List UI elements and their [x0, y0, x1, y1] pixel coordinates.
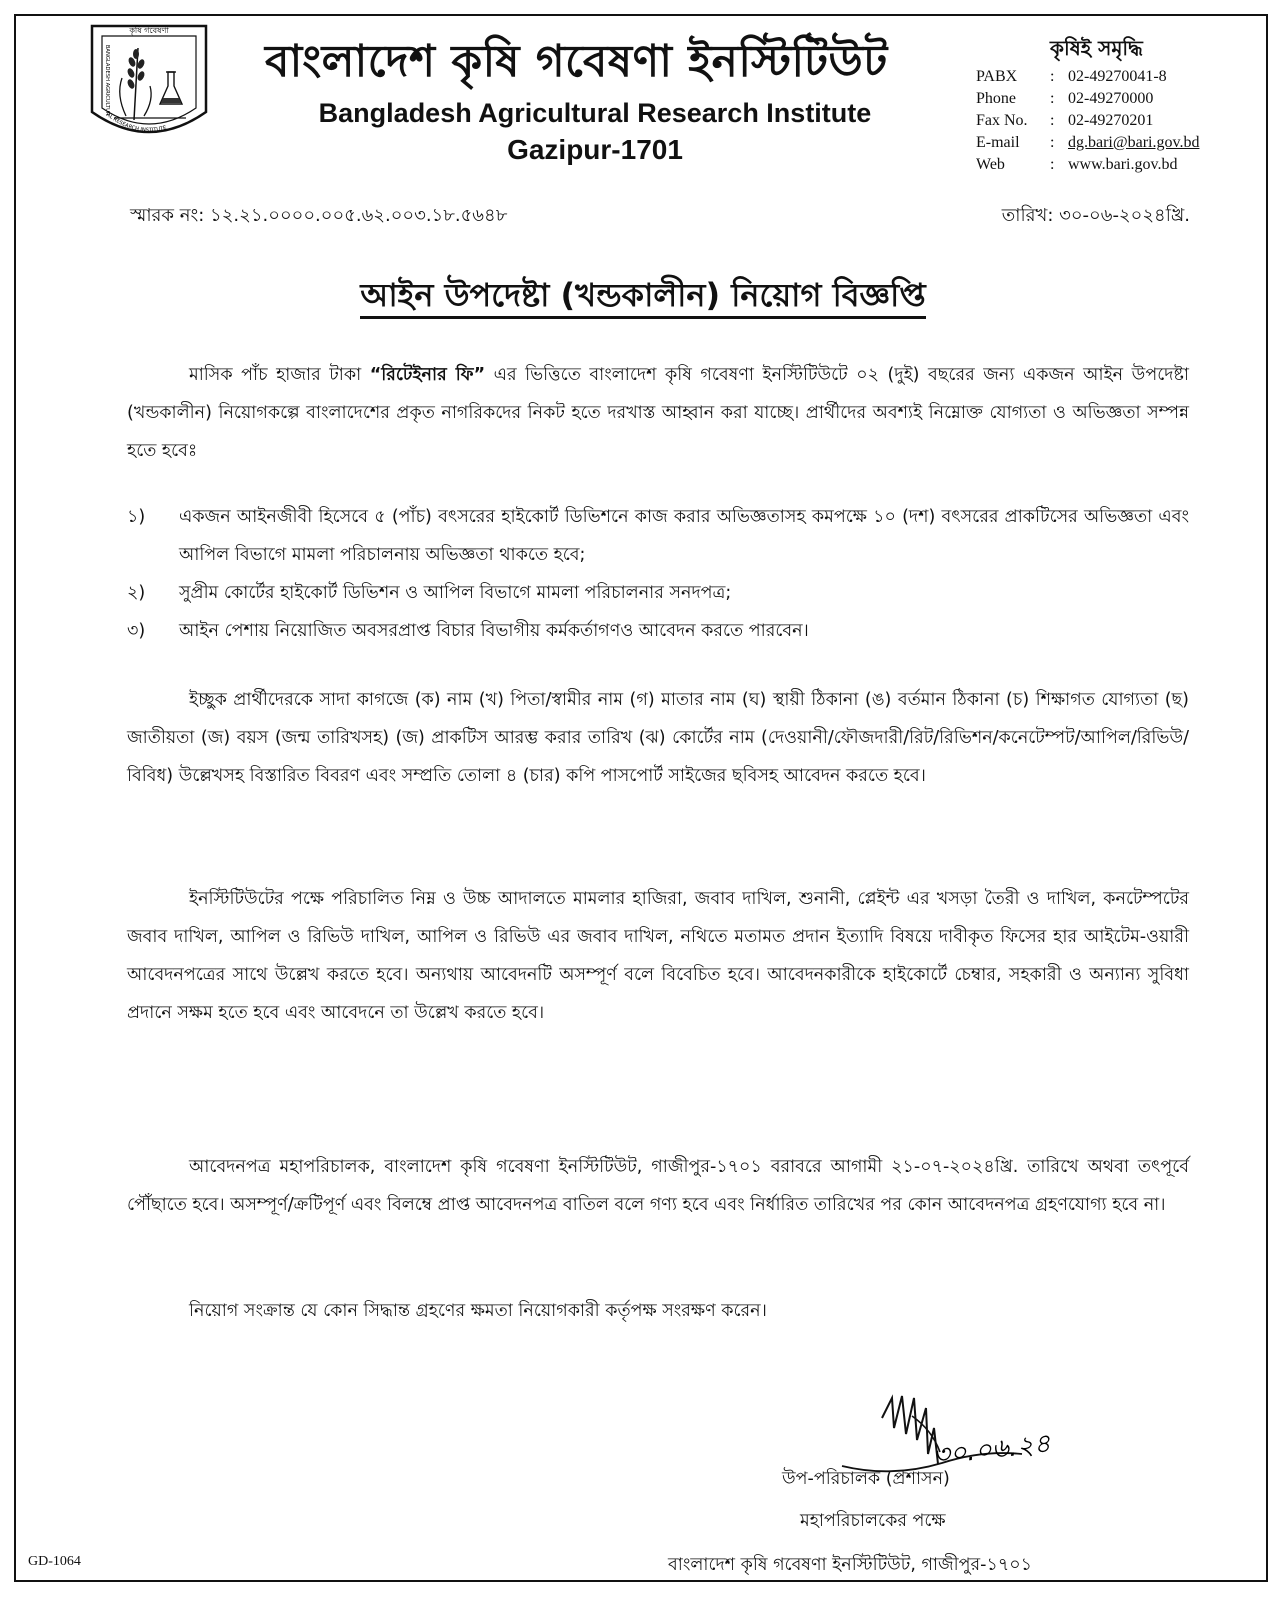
retainer-fee-term: “রিটেইনার ফি”	[369, 365, 486, 385]
contact-block	[976, 66, 1199, 176]
intro-text-pre: মাসিক পাঁচ হাজার টাকা	[189, 365, 370, 385]
bari-emblem-icon	[86, 20, 212, 146]
list-item-number: ৩)	[127, 621, 146, 641]
contact-value: 02-49270041-8	[1068, 68, 1167, 85]
notice-title-wrapper	[0, 270, 1286, 324]
list-item-text: আইন পেশায় নিয়োজিত অবসরপ্রাপ্ত বিচার বিভাগীয় কর্মকর্তাগণও আবেদন করতে পারবেন।	[179, 621, 809, 641]
list-item	[127, 612, 1189, 650]
institute-city: Gazipur-1701	[507, 134, 683, 165]
page-border	[14, 14, 1268, 1582]
list-item-number: ১)	[127, 507, 146, 527]
list-item-number: ২)	[127, 583, 146, 603]
email-link[interactable]: dg.bari@bari.gov.bd	[1068, 134, 1200, 151]
deadline-paragraph: আবেদনপত্র মহাপরিচালক, বাংলাদেশ কৃষি গবেষণা ইনস্টিটিউট, গাজীপুর-১৭০১ বরাবরে আগামী ২১-০৭-২০২৪খ্রি. তারিখে অথবা তৎপূর্বে পৌঁছাতে হবে। অসম্পূর্ণ/ক্রটিপূর্ণ এবং বিলম্বে প্রাপ্ত আবেদনপত্র বাতিল বলে গণ্য হবে এবং নির্ধারিত তারিখের পর কোন আবেদনপত্র গ্রহণযোগ্য হবে না।	[127, 1157, 1189, 1215]
requirements-list	[127, 498, 1189, 650]
list-item-text: একজন আইনজীবী হিসেবে ৫ (পাঁচ) বৎসরের হাইকোর্ট ডিভিশনে কাজ করার অভিজ্ঞতাসহ কমপক্ষে ১০ (দশ) বৎসরের প্রাকটিসের অভিজ্ঞতা এবং আপিল বিভাগে মামলা পরিচালনায় অভিজ্ঞতা থাকতে হবে;	[179, 507, 1189, 565]
logo-arc-text: কৃষি গবেষণা	[129, 26, 169, 35]
application-info-paragraph: ইচ্ছুক প্রার্থীদেরকে সাদা কাগজে (ক) নাম (খ) পিতা/স্বামীর নাম (গ) মাতার নাম (ঘ) স্থায়ী ঠিকানা (ঙ) বর্তমান ঠিকানা (চ) শিক্ষাগত যোগ্যতা (ছ) জাতীয়তা (জ) বয়স (জন্ম তারিখসহ) (জ) প্রাকটিস আরম্ভ করার তারিখ (ঝ) কোর্টের নাম (দেওয়ানী/ফৌজদারী/রিট/রিভিশন/কনেটেম্পট/আপিল/রিভিউ/বিবিধ) উল্লেখসহ বিস্তারিত বিবরণ এবং সম্প্রতি তোলা ৪ (চার) কপি পাসপোর্ট সাইজের ছবিসহ আবেদন করতে হবে।	[127, 690, 1189, 786]
institute-name-bn: বাংলাদেশ কৃষি গবেষণা ইনস্টিটিউট	[265, 36, 888, 87]
contact-label: Web	[976, 156, 1005, 173]
list-item	[127, 574, 1189, 612]
issue-date: তারিখ: ৩০-০৬-২০২৪খ্রি.	[1001, 205, 1190, 226]
contact-row-fax: Fax No. : 02-49270201	[976, 110, 1199, 132]
signatory-on-behalf: মহাপরিচালকের পক্ষে	[800, 1511, 946, 1531]
website-link[interactable]: www.bari.gov.bd	[1068, 156, 1178, 173]
contact-label: E-mail	[976, 134, 1020, 151]
fee-details-paragraph: ইনস্টিটিউটের পক্ষে পরিচালিত নিম্ন ও উচ্চ আদালতে মামলার হাজিরা, জবাব দাখিল, শুনানী, প্লেইন্ট এর খসড়া তৈরী ও দাখিল, কনটেম্পটের জবাব দাখিল, আপিল ও রিভিউ দাখিল, আপিল ও রিভিউ এর জবাব দাখিল, নথিতে মতামত প্রদান ইত্যাদি বিষয়ে দাবীকৃত ফিসের হার আইটেম-ওয়ারী আবেদনপত্রের সাথে উল্লেখ করতে হবে। অন্যথায় আবেদনটি অসম্পূর্ণ বলে বিবেচিত হবে। আবেদনকারীকে হাইকোর্টে চেম্বার, সহকারী ও অন্যান্য সুবিধা প্রদানে সক্ষম হতে হবে এবং আবেদনে তা উল্লেখ করতে হবে।	[127, 889, 1189, 1023]
list-item-text: সুপ্রীম কোর্টের হাইকোর্ট ডিভিশন ও আপিল বিভাগে মামলা পরিচালনার সনদপত্র;	[179, 583, 732, 603]
memo-number: স্মারক নং: ১২.২১.০০০০.০০৫.৬২.০০৩.১৮.৫৬৪৮	[130, 205, 508, 226]
contact-label: PABX	[976, 68, 1018, 85]
contact-value: 02-49270201	[1068, 112, 1154, 129]
signatory-office: বাংলাদেশ কৃষি গবেষণা ইনস্টিটিউট, গাজীপুর-১৭০১	[668, 1555, 1032, 1575]
motto: কৃষিই সমৃদ্ধি	[1050, 36, 1143, 60]
contact-row-phone: Phone : 02-49270000	[976, 88, 1199, 110]
logo-ring-text: BANGLADESH AGRICULTURAL RESEARCH INSTITUTE	[104, 44, 168, 134]
intro-text-post: এর ভিত্তিতে বাংলাদেশ কৃষি গবেষণা ইনস্টিটিউটে ০২ (দুই) বছরের জন্য একজন আইন উপদেষ্টা (খন্ডকালীন) নিয়োগকল্পে বাংলাদেশের প্রকৃত নাগরিকদের নিকট হতে দরখাস্ত আহ্বান করা যাচ্ছে। প্রার্থীদের অবশ্যই নিম্নোক্ত যোগ্যতা ও অভিজ্ঞতা সম্পন্ন হতে হবেঃ	[127, 365, 1189, 461]
contact-row-pabx: PABX : 02-49270041-8	[976, 66, 1199, 88]
signature-date: ৩০.০৬.২৪	[931, 1428, 1052, 1471]
notice-title: আইন উপদেষ্টা (খন্ডকালীন) নিয়োগ বিজ্ঞপ্তি	[360, 276, 925, 319]
contact-row-web: Web : www.bari.gov.bd	[976, 154, 1199, 176]
form-code: GD-1064	[28, 1554, 81, 1569]
institute-name-en: Bangladesh Agricultural Research Institute	[318, 98, 872, 128]
contact-label: Fax No.	[976, 112, 1028, 129]
contact-row-email: E-mail : dg.bari@bari.gov.bd	[976, 132, 1199, 154]
signatory-designation: উপ-পরিচালক (প্রশাসন)	[782, 1469, 950, 1489]
authority-paragraph: নিয়োগ সংক্রান্ত যে কোন সিদ্ধান্ত গ্রহণের ক্ষমতা নিয়োগকারী কর্তৃপক্ষ সংরক্ষণ করেন।	[189, 1301, 767, 1321]
list-item	[127, 498, 1189, 574]
contact-value: 02-49270000	[1068, 90, 1154, 107]
intro-paragraph	[127, 356, 1189, 470]
contact-label: Phone	[976, 90, 1016, 107]
